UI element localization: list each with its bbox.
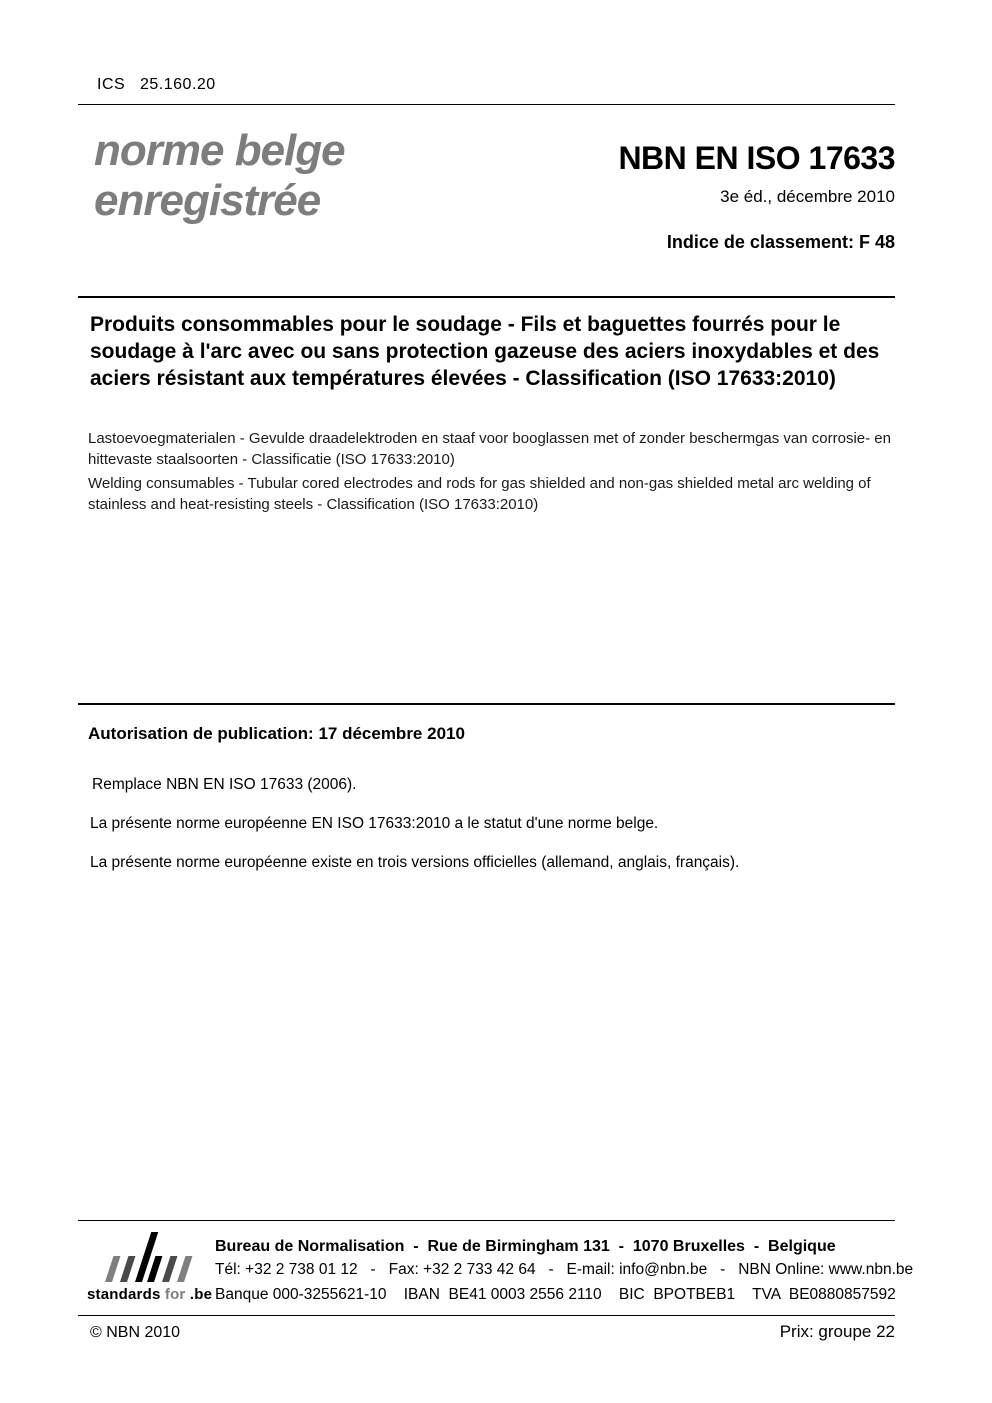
footer-bank: Banque 000-3255621-10 IBAN BE41 0003 2556 2110 BIC BPOTBEB1 TVA BE0880857592 [215, 1286, 896, 1303]
nbn-logo-icon [105, 1232, 215, 1282]
logo-stroke [177, 1256, 192, 1282]
replaces-line: Remplace NBN EN ISO 17633 (2006). [92, 776, 357, 793]
copyright-notice: © NBN 2010 [90, 1324, 181, 1341]
authorization-line: Autorisation de publication: 17 décembre 2010 [88, 724, 465, 743]
document-type-label [94, 126, 345, 226]
authorization-divider [78, 703, 895, 705]
logo-stroke [147, 1256, 162, 1282]
edition-date: 3e éd., décembre 2010 [720, 187, 895, 206]
footer-bottom-divider [78, 1315, 895, 1316]
header-divider [78, 104, 895, 105]
title-dutch: Lastoevoegmaterialen - Gevulde draadelektroden en staaf voor booglassen met of zonder beschermgas van corrosie- en hittevaste staalsoorten - Classificatie (ISO 17633:2010) [88, 430, 891, 468]
tagline-be: .be [189, 1286, 213, 1303]
logo-stroke [120, 1256, 135, 1282]
footer-address: Bureau de Normalisation - Rue de Birmingham 131 - 1070 Bruxelles - Belgique [215, 1238, 836, 1255]
logo-stroke [105, 1256, 120, 1282]
reference-block [618, 140, 895, 253]
ics-code: ICS 25.160.20 [97, 76, 216, 93]
logo-tagline [87, 1286, 227, 1303]
tagline-standards: standards [87, 1286, 161, 1303]
versions-line: La présente norme européenne existe en trois versions officielles (allemand, anglais, français). [90, 854, 740, 871]
footer-contact: Tél: +32 2 738 01 12 - Fax: +32 2 733 42 64 - E-mail: info@nbn.be - NBN Online: www.nbn.be [215, 1261, 914, 1278]
title-english: Welding consumables - Tubular cored electrodes and rods for gas shielded and non-gas shielded metal arc welding of stainless and heat-resisting steels - Classification (ISO 17633:2010) [88, 475, 871, 513]
document-type-line2: enregistrée [94, 176, 321, 225]
price-group: Prix: groupe 22 [779, 1322, 895, 1341]
status-line: La présente norme européenne EN ISO 17633:2010 a le statut d'une norme belge. [90, 815, 659, 832]
document-type-line1: norme belge [94, 126, 345, 175]
standard-number: NBN EN ISO 17633 [618, 140, 895, 176]
classification-index: Indice de classement: F 48 [666, 232, 895, 252]
title-french: Produits consommables pour le soudage - Fils et baguettes fourrés pour le soudage à l'arc avec ou sans protection gazeuse des aciers inoxydables et des aciers résistant aux températures élevées - Classification (ISO 17633:2010) [90, 313, 880, 390]
tagline-for: for [164, 1286, 186, 1303]
title-divider [78, 296, 895, 298]
footer-top-divider [78, 1220, 895, 1221]
logo-stroke [162, 1256, 177, 1282]
